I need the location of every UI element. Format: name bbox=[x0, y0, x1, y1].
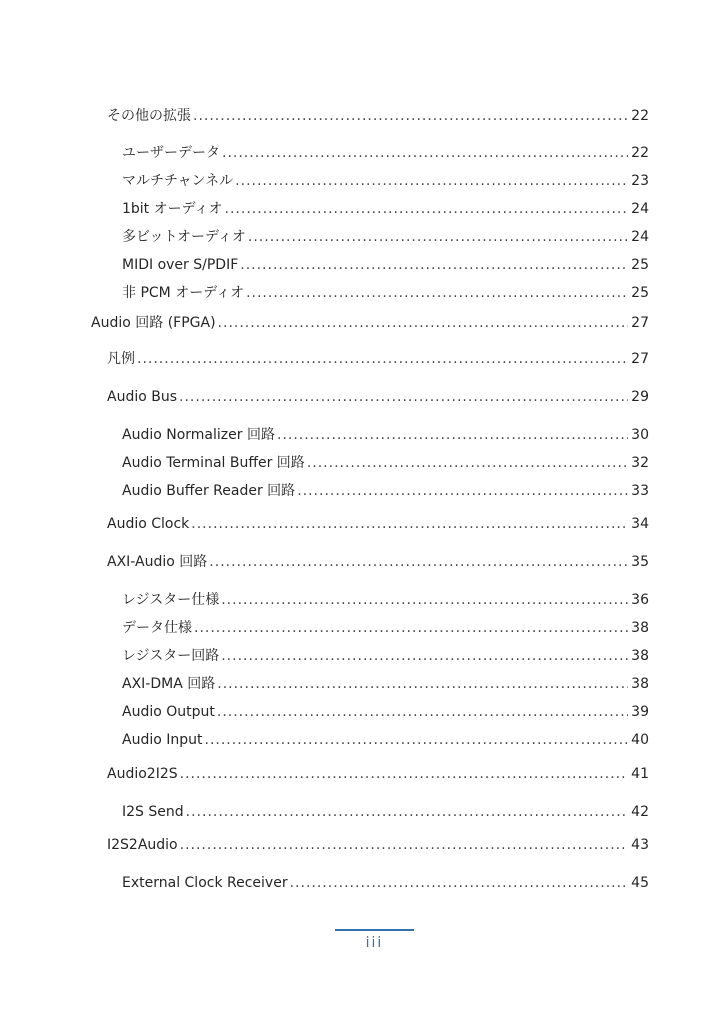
dot-leader bbox=[180, 836, 629, 854]
toc-entry-label: Audio Input bbox=[122, 732, 203, 748]
toc-entry-page: 43 bbox=[631, 837, 649, 853]
toc-entry[interactable] bbox=[122, 803, 649, 821]
dot-leader bbox=[217, 703, 628, 721]
toc-entry[interactable] bbox=[122, 172, 649, 190]
toc-entry[interactable] bbox=[122, 591, 649, 609]
toc-entry[interactable] bbox=[122, 454, 649, 472]
footer-rule bbox=[335, 929, 414, 931]
dot-leader bbox=[290, 874, 629, 892]
toc-entry-label: AXI-Audio 回路 bbox=[107, 554, 208, 570]
toc-entry[interactable] bbox=[107, 107, 649, 125]
toc-entry-label: External Clock Receiver bbox=[122, 875, 288, 891]
toc-entry-page: 23 bbox=[631, 173, 649, 189]
toc-entry[interactable] bbox=[107, 388, 649, 406]
toc-entry[interactable] bbox=[122, 200, 649, 218]
dot-leader bbox=[193, 107, 628, 125]
toc-entry-label: レジスター仕様 bbox=[122, 592, 220, 608]
dot-leader bbox=[217, 675, 628, 693]
toc-entry-page: 27 bbox=[631, 315, 649, 331]
toc-entry[interactable] bbox=[122, 144, 649, 162]
toc-entry[interactable] bbox=[122, 647, 649, 665]
toc-entry-page: 22 bbox=[631, 145, 649, 161]
toc-entry-page: 25 bbox=[631, 285, 649, 301]
toc-entry-label: Audio2I2S bbox=[107, 766, 178, 782]
toc-entry-label: 凡例 bbox=[107, 351, 135, 367]
toc-entry[interactable] bbox=[122, 284, 649, 302]
toc-entry-label: マルチチャンネル bbox=[122, 173, 234, 189]
toc-entry[interactable] bbox=[107, 553, 649, 571]
toc-entry[interactable] bbox=[122, 482, 649, 500]
dot-leader bbox=[180, 765, 629, 783]
toc-entry[interactable] bbox=[107, 765, 649, 783]
dot-leader bbox=[221, 647, 628, 665]
dot-leader bbox=[221, 591, 628, 609]
toc-entry-page: 35 bbox=[631, 554, 649, 570]
toc-entry[interactable] bbox=[122, 675, 649, 693]
toc-entry-page: 42 bbox=[631, 804, 649, 820]
toc-entry-page: 29 bbox=[631, 389, 649, 405]
toc-entry[interactable] bbox=[122, 426, 649, 444]
toc-entry-label: AXI-DMA 回路 bbox=[122, 676, 216, 692]
toc-entry-page: 38 bbox=[631, 648, 649, 664]
toc-entry-page: 27 bbox=[631, 351, 649, 367]
toc-entry-label: データ仕様 bbox=[122, 620, 192, 636]
toc-entry-label: Audio Normalizer 回路 bbox=[122, 427, 275, 443]
dot-leader bbox=[218, 314, 629, 332]
toc-entry[interactable] bbox=[107, 836, 649, 854]
dot-leader bbox=[297, 482, 628, 500]
dot-leader bbox=[307, 454, 628, 472]
dot-leader bbox=[222, 144, 628, 162]
toc-entry-label: Audio Clock bbox=[107, 516, 190, 532]
toc-entry-label: Audio Bus bbox=[107, 389, 178, 405]
toc-entry-label: 多ビットオーディオ bbox=[122, 229, 246, 245]
toc-entry-page: 36 bbox=[631, 592, 649, 608]
toc-entry-label: I2S Send bbox=[122, 804, 184, 820]
toc-entry-page: 30 bbox=[631, 427, 649, 443]
toc-entry-label: レジスター回路 bbox=[122, 648, 220, 664]
toc-entry[interactable] bbox=[91, 314, 649, 332]
toc-entry[interactable] bbox=[122, 703, 649, 721]
toc-entry-label: MIDI over S/PDIF bbox=[122, 257, 239, 273]
toc-entry[interactable] bbox=[122, 256, 649, 274]
toc-entry[interactable] bbox=[107, 350, 649, 368]
toc-entry-page: 38 bbox=[631, 676, 649, 692]
toc-entry-page: 38 bbox=[631, 620, 649, 636]
toc-entry-label: Audio Output bbox=[122, 704, 215, 720]
dot-leader bbox=[248, 228, 628, 246]
toc-entry-page: 24 bbox=[631, 229, 649, 245]
toc-entry[interactable] bbox=[122, 619, 649, 637]
toc-entry-page: 24 bbox=[631, 201, 649, 217]
dot-leader bbox=[225, 200, 629, 218]
dot-leader bbox=[205, 731, 629, 749]
toc-entry-label: その他の拡張 bbox=[107, 108, 191, 124]
dot-leader bbox=[209, 553, 628, 571]
toc-entry-label: I2S2Audio bbox=[107, 837, 178, 853]
dot-leader bbox=[246, 284, 628, 302]
toc-entry[interactable] bbox=[122, 874, 649, 892]
toc-entry-page: 22 bbox=[631, 108, 649, 124]
dot-leader bbox=[191, 515, 628, 533]
dot-leader bbox=[137, 350, 628, 368]
toc-entry-page: 25 bbox=[631, 257, 649, 273]
toc-entry-label: Audio 回路 (FPGA) bbox=[91, 315, 216, 331]
dot-leader bbox=[235, 172, 628, 190]
toc-entry-page: 33 bbox=[631, 483, 649, 499]
toc-entry-page: 40 bbox=[631, 732, 649, 748]
toc-entry-page: 34 bbox=[631, 516, 649, 532]
dot-leader bbox=[240, 256, 628, 274]
toc-entry[interactable] bbox=[122, 228, 649, 246]
toc-entry-page: 41 bbox=[631, 766, 649, 782]
toc-entry-label: ユーザーデータ bbox=[122, 145, 220, 161]
toc-entry[interactable] bbox=[107, 515, 649, 533]
footer-page-number: iii bbox=[365, 935, 384, 951]
toc-entry-label: Audio Buffer Reader 回路 bbox=[122, 483, 296, 499]
toc-entry-page: 45 bbox=[631, 875, 649, 891]
dot-leader bbox=[277, 426, 628, 444]
dot-leader bbox=[194, 619, 628, 637]
toc-entry-page: 32 bbox=[631, 455, 649, 471]
toc-entry[interactable] bbox=[122, 731, 649, 749]
toc-entry-page: 39 bbox=[631, 704, 649, 720]
toc-entry-label: Audio Terminal Buffer 回路 bbox=[122, 455, 305, 471]
dot-leader bbox=[179, 388, 628, 406]
toc-entry-label: 1bit オーディオ bbox=[122, 201, 223, 217]
dot-leader bbox=[186, 803, 629, 821]
toc-entry-label: 非 PCM オーディオ bbox=[122, 285, 245, 301]
